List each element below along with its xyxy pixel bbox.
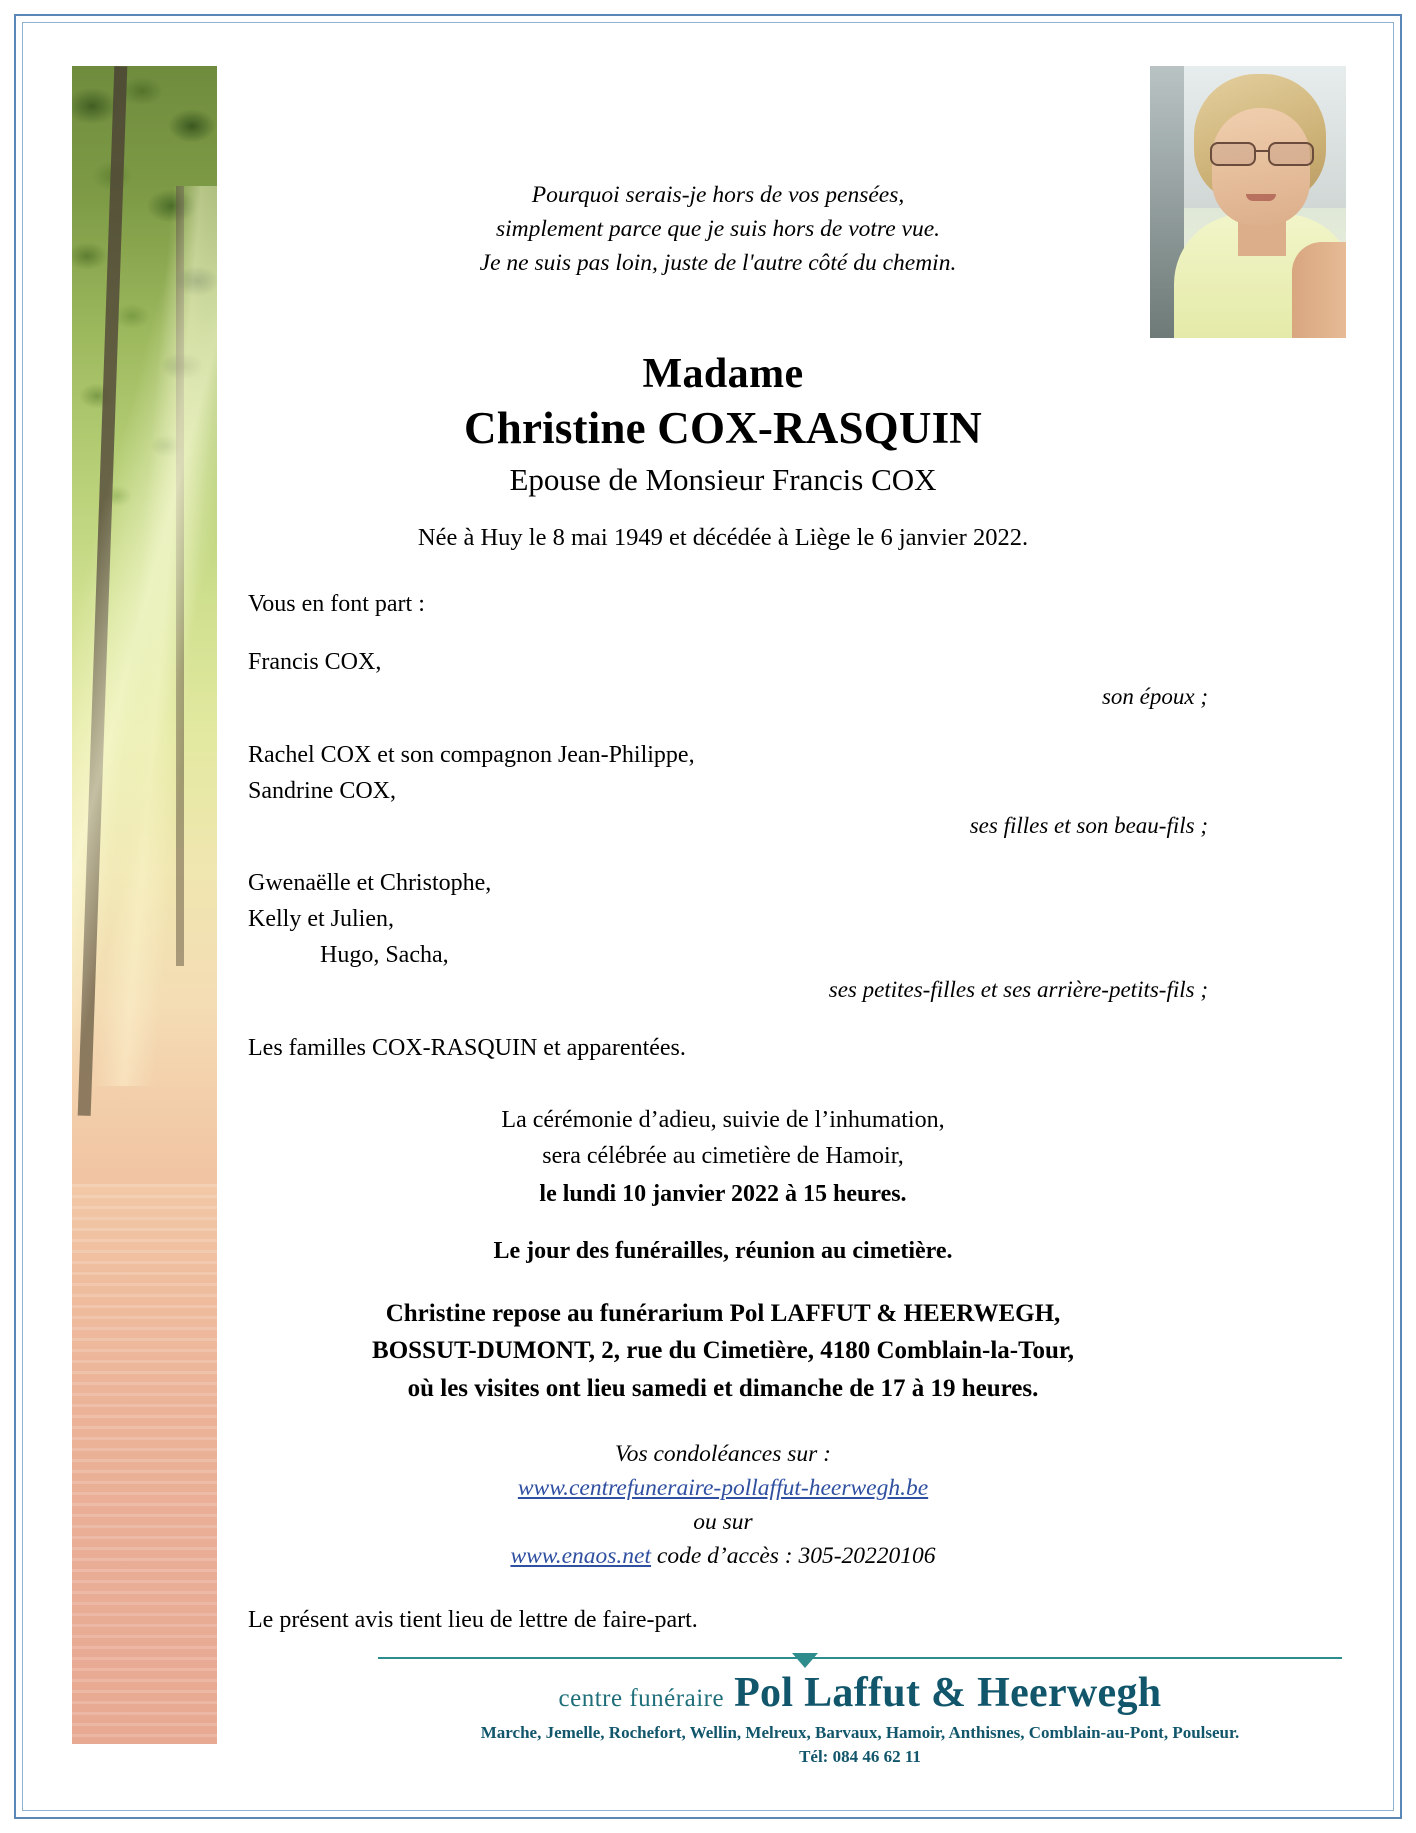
funerarium-line-1: Christine repose au funérarium Pol LAFFUT & HEERWEGH, — [385, 1299, 1061, 1327]
footer-cities: Marche, Jemelle, Rochefort, Wellin, Melreux, Barvaux, Hamoir, Anthisnes, Comblain-au-Pont, Poulseur. — [480, 1723, 1240, 1742]
card-content — [38, 38, 1378, 1795]
portrait-mouth — [1246, 194, 1276, 201]
family-member-line: Kelly et Julien, — [248, 906, 394, 933]
footer-phone: Tél: 084 46 62 11 — [799, 1747, 921, 1766]
forest-path-photo — [72, 66, 217, 1744]
ceremony-line-2: sera célébrée au cimetière de Hamoir, — [542, 1142, 904, 1169]
family-group-spouse — [248, 644, 1218, 715]
funeral-home-logo — [378, 1669, 1342, 1717]
condolences-or: ou sur — [693, 1509, 753, 1536]
ceremony-block — [248, 1102, 1218, 1212]
announcement-text — [248, 66, 1218, 1634]
honorific: Madame — [642, 351, 804, 398]
reunion-note: Le jour des funérailles, réunion au cimetière. — [493, 1237, 953, 1264]
condolences-link-enaos[interactable]: www.enaos.net — [510, 1543, 652, 1570]
families-line: Les familles COX-RASQUIN et apparentées. — [248, 1034, 686, 1061]
family-member-line: Rachel COX et son compagnon Jean-Philippe, — [248, 741, 695, 768]
triangle-icon — [792, 1653, 818, 1668]
funerarium-line-3: où les visites ont lieu samedi et dimanche de 17 à 19 heures. — [407, 1374, 1039, 1402]
portrait-glasses — [1210, 142, 1314, 162]
logo-subtitle: centre funéraire — [558, 1685, 725, 1712]
glasses-lens-right — [1268, 142, 1314, 166]
family-announcement — [248, 586, 1218, 1066]
family-relation-label: ses petites-filles et ses arrière-petits-fils ; — [828, 977, 1208, 1003]
condolences-link-primary[interactable]: www.centrefuneraire-pollaffut-heerwegh.be — [517, 1475, 929, 1502]
family-member-line: Sandrine COX, — [248, 777, 396, 804]
family-member-line: Francis COX, — [248, 649, 382, 676]
family-member-line: Gwenaëlle et Christophe, — [248, 870, 492, 897]
funeral-home-footer — [378, 1657, 1342, 1767]
family-relation-label: son époux ; — [1101, 684, 1208, 710]
deceased-full-name: Christine COX-RASQUIN — [464, 403, 982, 454]
poem-line-1: Pourquoi serais-je hors de vos pensées, — [531, 182, 905, 208]
birth-death-line: Née à Huy le 8 mai 1949 et décédée à Liège le 6 janvier 2022. — [417, 524, 1029, 552]
spouse-of-line: Epouse de Monsieur Francis COX — [509, 462, 937, 498]
funerarium-block — [248, 1295, 1218, 1408]
water-reflection — [72, 1184, 217, 1744]
closing-note: Le présent avis tient lieu de lettre de faire-part. — [248, 1607, 698, 1634]
family-member-line: Hugo, Sacha, — [320, 942, 449, 969]
poem-block — [248, 178, 1218, 280]
announce-intro: Vous en font part : — [248, 591, 425, 618]
family-group-grandchildren — [248, 865, 1218, 1008]
family-relation-label: ses filles et son beau-fils ; — [969, 812, 1208, 838]
poem-line-3: Je ne suis pas loin, juste de l'autre côté du chemin. — [479, 250, 957, 277]
logo-brand-name: Pol Laffut & Heerwegh — [734, 1670, 1162, 1716]
condolences-intro: Vos condoléances sur : — [614, 1441, 832, 1468]
access-code: code d’accès : 305-20220106 — [651, 1543, 936, 1570]
ceremony-datetime: le lundi 10 janvier 2022 à 15 heures. — [539, 1180, 907, 1207]
condolences-block — [248, 1437, 1218, 1573]
sunbeam-layer — [72, 186, 217, 1086]
footer-divider — [378, 1657, 1342, 1659]
deceased-name-block — [248, 350, 1218, 498]
poem-line-2: simplement parce que je suis hors de votre vue. — [496, 216, 940, 243]
ceremony-line-1: La cérémonie d’adieu, suivie de l’inhumation, — [501, 1106, 945, 1133]
funerarium-line-2: BOSSUT-DUMONT, 2, rue du Cimetière, 4180 Comblain-la-Tour, — [372, 1337, 1074, 1365]
portrait-arm — [1292, 242, 1346, 338]
portrait-face — [1212, 108, 1310, 226]
family-group-daughters — [248, 737, 1218, 844]
